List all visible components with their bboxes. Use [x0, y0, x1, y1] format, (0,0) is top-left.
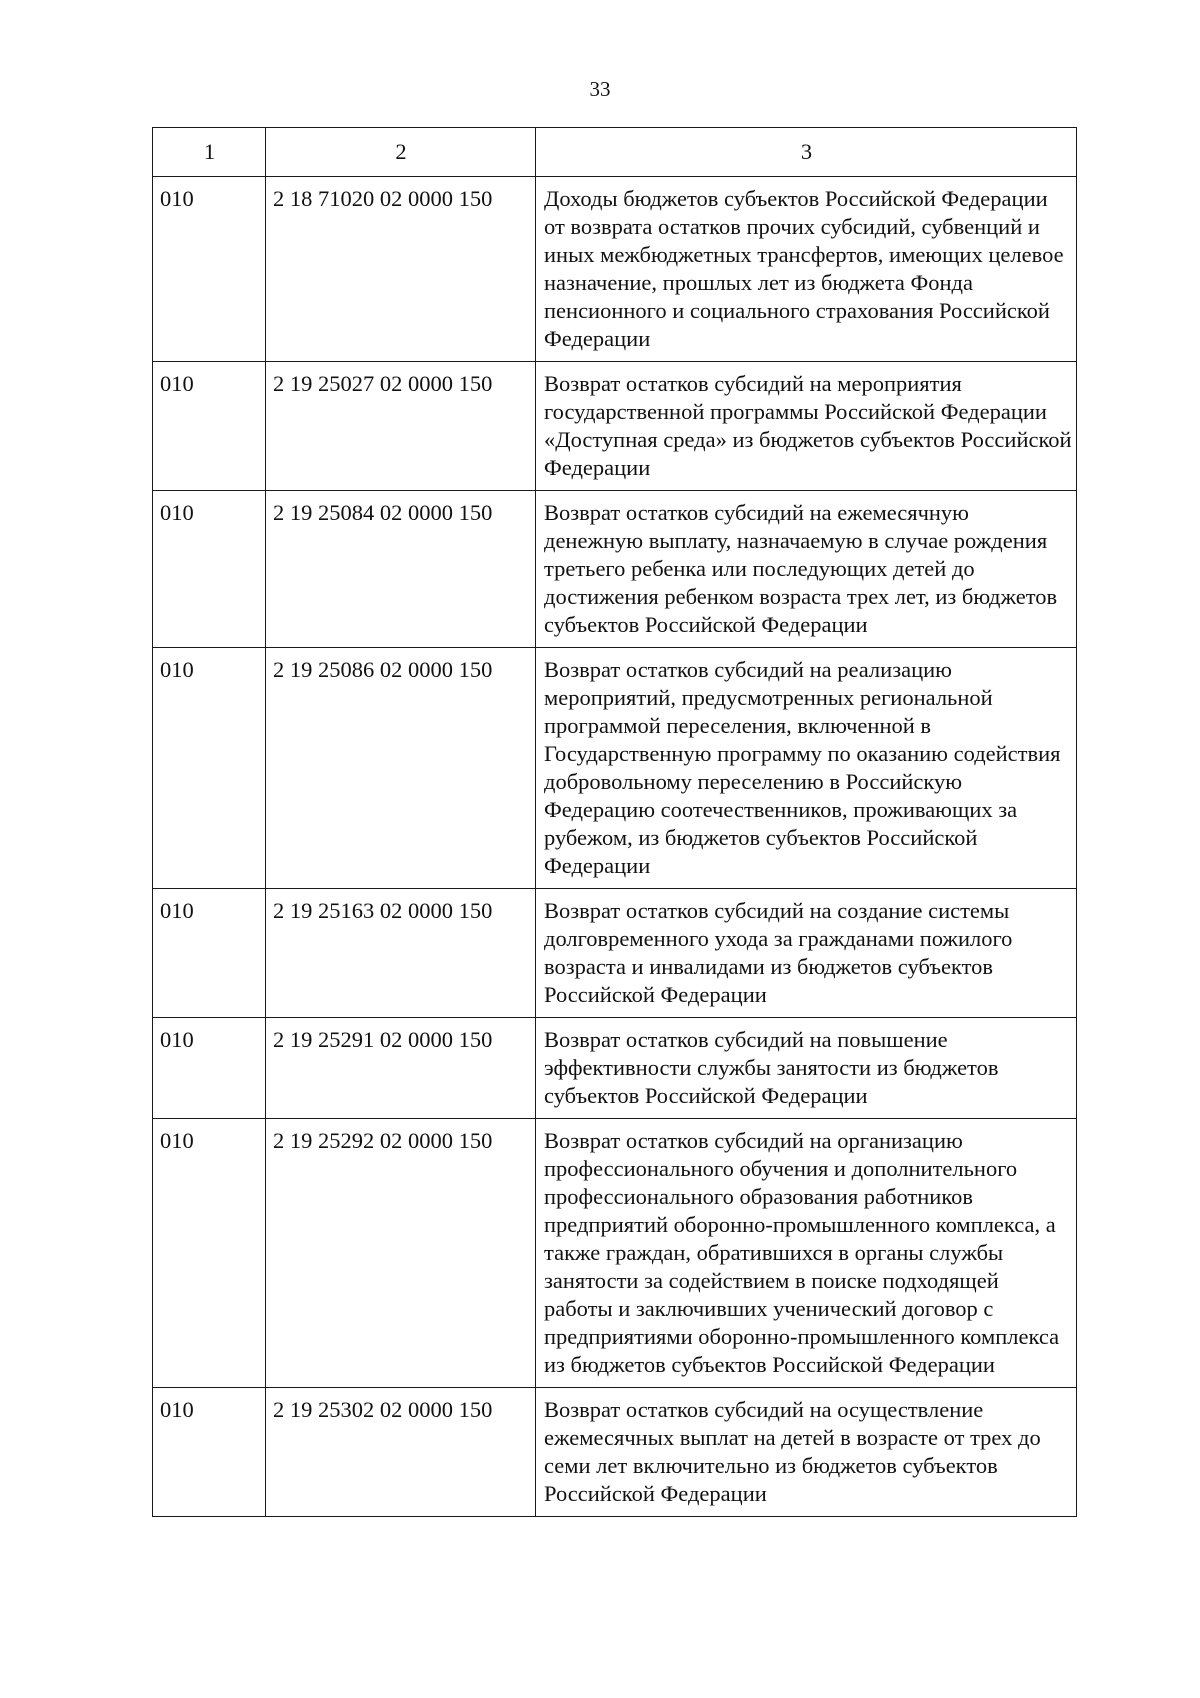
- table-row: [153, 648, 1077, 889]
- table-row: [153, 1388, 1077, 1517]
- admin-code-cell: 010: [153, 362, 266, 491]
- description-cell: Возврат остатков субсидий на организацию профессионального обучения и дополнительного профессионального образования работников предприятий оборонно-промышленного комплекса, а также граждан, обратившихся в органы службы занятости за содействием в поиске подходящей работы и заключивших ученический договор с предприятиями оборонно-промышленного комплекса из бюджетов субъектов Российской Федерации: [536, 1119, 1077, 1388]
- budget-code-cell: 2 19 25163 02 0000 150: [266, 889, 536, 1018]
- table-row: [153, 177, 1077, 362]
- budget-code-cell: 2 19 25291 02 0000 150: [266, 1018, 536, 1119]
- admin-code-cell: 010: [153, 177, 266, 362]
- description-cell: Возврат остатков субсидий на повышение эффективности службы занятости из бюджетов субъектов Российской Федерации: [536, 1018, 1077, 1119]
- admin-code-cell: 010: [153, 1119, 266, 1388]
- admin-code-cell: 010: [153, 491, 266, 648]
- table-row: [153, 889, 1077, 1018]
- admin-code-cell: 010: [153, 1018, 266, 1119]
- column-header-2: 2: [266, 128, 536, 177]
- budget-code-cell: 2 19 25292 02 0000 150: [266, 1119, 536, 1388]
- description-cell: Возврат остатков субсидий на создание системы долговременного ухода за гражданами пожилого возраста и инвалидами из бюджетов субъектов Российской Федерации: [536, 889, 1077, 1018]
- description-cell: Возврат остатков субсидий на мероприятия государственной программы Российской Федерации «Доступная среда» из бюджетов субъектов Российской Федерации: [536, 362, 1077, 491]
- table-row: [153, 362, 1077, 491]
- table-row: [153, 1018, 1077, 1119]
- table-row: [153, 491, 1077, 648]
- budget-code-cell: 2 19 25027 02 0000 150: [266, 362, 536, 491]
- budget-code-cell: 2 19 25084 02 0000 150: [266, 491, 536, 648]
- description-cell: Доходы бюджетов субъектов Российской Федерации от возврата остатков прочих субсидий, субвенций и иных межбюджетных трансфертов, имеющих целевое назначение, прошлых лет из бюджета Фонда пенсионного и социального страхования Российской Федерации: [536, 177, 1077, 362]
- page-number: 33: [589, 77, 611, 101]
- description-cell: Возврат остатков субсидий на реализацию мероприятий, предусмотренных региональной программой переселения, включенной в Государственную программу по оказанию содействия добровольному переселению в Российскую Федерацию соотечественников, проживающих за рубежом, из бюджетов субъектов Российской Федерации: [536, 648, 1077, 889]
- budget-codes-table: [152, 127, 1077, 1517]
- budget-code-cell: 2 19 25086 02 0000 150: [266, 648, 536, 889]
- admin-code-cell: 010: [153, 1388, 266, 1517]
- admin-code-cell: 010: [153, 648, 266, 889]
- column-header-3: 3: [536, 128, 1077, 177]
- budget-code-cell: 2 19 25302 02 0000 150: [266, 1388, 536, 1517]
- budget-code-cell: 2 18 71020 02 0000 150: [266, 177, 536, 362]
- description-cell: Возврат остатков субсидий на осуществление ежемесячных выплат на детей в возрасте от трех до семи лет включительно из бюджетов субъектов Российской Федерации: [536, 1388, 1077, 1517]
- table-row: [153, 1119, 1077, 1388]
- column-header-1: 1: [153, 128, 266, 177]
- admin-code-cell: 010: [153, 889, 266, 1018]
- table-header-row: [153, 128, 1077, 177]
- description-cell: Возврат остатков субсидий на ежемесячную денежную выплату, назначаемую в случае рождения третьего ребенка или последующих детей до достижения ребенком возраста трех лет, из бюджетов субъектов Российской Федерации: [536, 491, 1077, 648]
